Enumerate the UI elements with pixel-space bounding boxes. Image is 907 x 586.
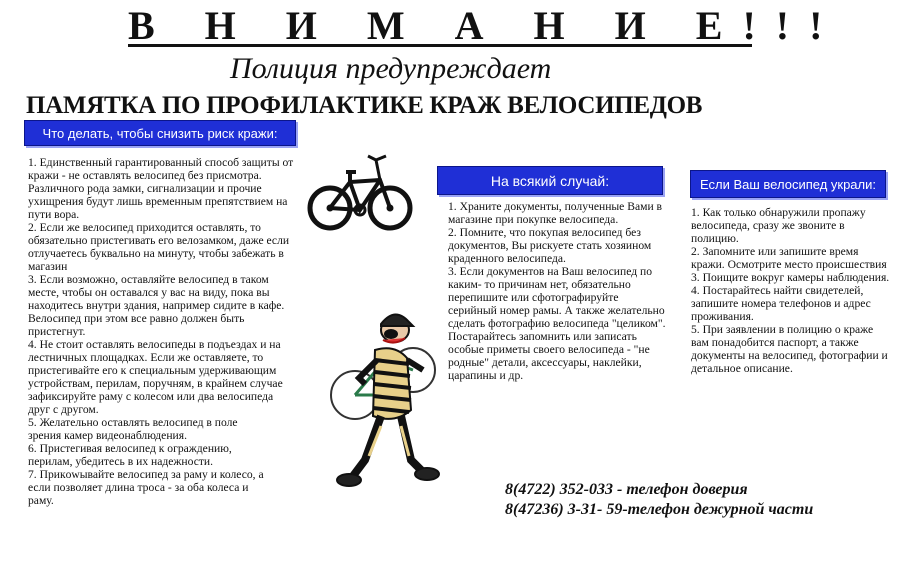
police-subtitle: Полиция предупреждает <box>230 52 552 85</box>
list-item: 7. Прикowывайте велосипед за раму и колесо, а если позволяет длина троса - за оба колеса и раму. <box>28 468 264 507</box>
list-item: 1. Храните документы, полученные Вами в магазине при покупке велосипеда. <box>448 200 663 226</box>
page-title: ПАМЯТКА ПО ПРОФИЛАКТИКЕ КРАЖ ВЕЛОСИПЕДОВ <box>26 92 703 119</box>
section-header-if-stolen: Если Ваш велосипед украли: <box>690 170 886 198</box>
list-item: 4. Постарайтесь найти свидетелей, запишите номера телефонов и адрес проживания. <box>691 284 871 323</box>
list-item: 3. Поищите вокруг камеры наблюдения. <box>691 271 890 284</box>
section-header-reduce-risk: Что делать, чтобы снизить риск кражи: <box>24 120 296 146</box>
list-item: 2. Запомните или запишите время кражи. Осмотрите место происшествия <box>691 245 887 271</box>
section-header-just-in-case: На всякий случай: <box>437 166 663 195</box>
list-item: 3. Если документов на Ваш велосипед по каким- то причинам нет, обязательно перепишите или сфотографируйте серийный номер рамы. А также желательно сделать фотографию велосипеда "целиком". Постарайтесь запомнить или записать особые приметы своего велосипеда - "не родные" детали, аксессуары, наклейки, царапины и др. <box>448 265 666 382</box>
list-item: 4. Не стоит оставлять велосипеды в подъездах и на лестничных площадках. Если же оставляете, то пристегивайте его к специальным удерживающим устройствам, перилам, поручням, в крайнем случае зафиксируйте раму с колесом или два велосипеда друг с другом. <box>28 338 283 416</box>
bicycle-icon <box>306 146 416 242</box>
list-item: 5. При заявлении в полицию о краже вам понадобится паспорт, а также документы на велосипед, фотографии и детальное описание. <box>691 323 888 375</box>
list-item: 3. Если возможно, оставляйте велосипед в таком месте, чтобы он оставался у вас на виду, пока вы находитесь внутри здания, например сидите в кафе. Велосипед при этом все равно должен быть пристегнут. <box>28 273 285 338</box>
section-if-stolen-list <box>691 206 891 375</box>
list-item: 2. Если же велосипед приходится оставлять, то обязательно пристегивать его велозамком, даже если отлучаетесь буквально на минуту, чтобы забежать в магазин <box>28 221 290 273</box>
list-item: 6. Пристегивая велосипед к ограждению, перилам, убедитесь в их надежности. <box>28 442 232 468</box>
hotline-phone: 8(4722) 352-033 - телефон доверия <box>505 481 748 498</box>
section-just-in-case-list <box>448 200 670 382</box>
thief-with-bicycle-icon <box>325 300 445 500</box>
list-item: 1. Единственный гарантированный способ защиты от кражи - не оставлять велосипед без присмотра. Различного рода замки, сигнализации и прочие ухищрения будут лишь временным препятствием на пути вора. <box>28 156 294 221</box>
list-item: 1. Как только обнаружили пропажу велосипеда, сразу же звоните в полицию. <box>691 206 866 245</box>
list-item: 5. Желательно оставлять велосипед в поле зрения камер видеонаблюдения. <box>28 416 238 442</box>
list-item: 2. Помните, что покупая велосипед без документов, Вы рискуете стать хозяином краденного велосипеда. <box>448 226 652 265</box>
duty-phone: 8(47236) 3-31- 59-телефон дежурной части <box>505 501 814 518</box>
phone-numbers <box>505 480 813 520</box>
attention-banner: В Н И М А Н И Е!!! <box>128 3 843 48</box>
section-reduce-risk-list <box>28 156 298 507</box>
